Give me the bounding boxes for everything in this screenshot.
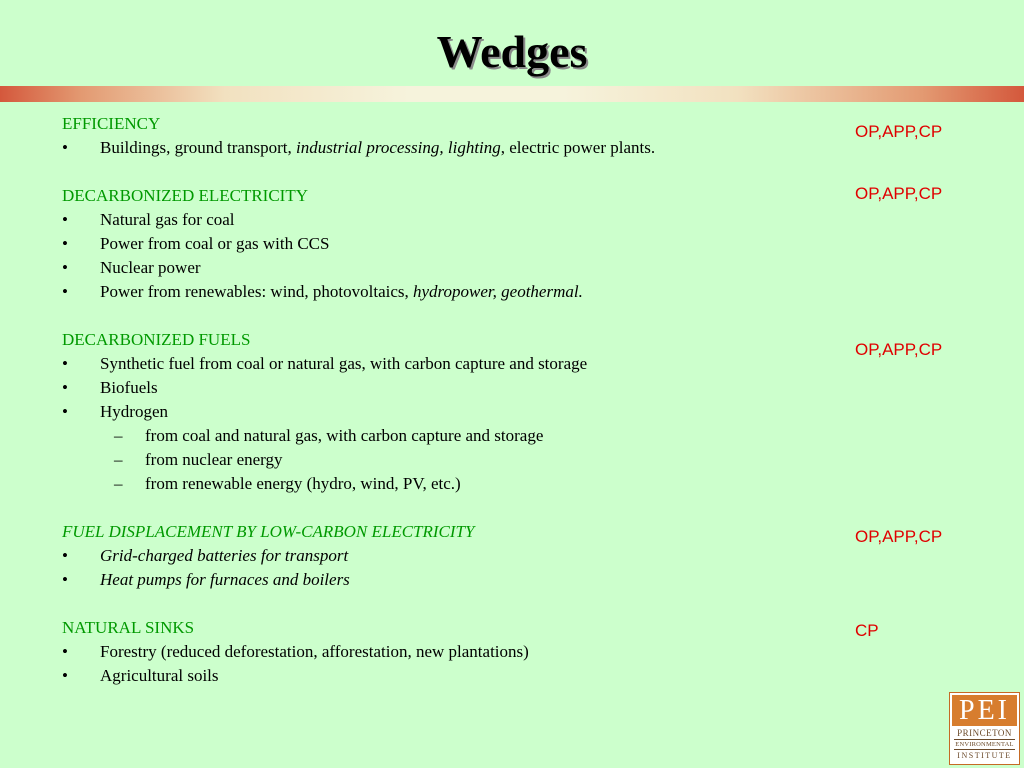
tag-natural-sinks: CP [855,621,879,640]
section-heading-natural-sinks: NATURAL SINKS [62,618,195,637]
tag-decarbonized-electricity: OP,APP,CP [855,184,943,203]
section-heading-efficiency: EFFICIENCY [62,114,161,133]
dash-glyph: – [114,426,123,445]
bullet-glyph: • [62,570,68,589]
list-item: • Forestry (reduced deforestation, afforestation, new plantations) [62,640,822,664]
list-item: • Power from coal or gas with CCS [62,232,822,256]
list-item: • Agricultural soils [62,664,822,688]
logo-line-princeton: PRINCETON [957,728,1012,738]
list-item: • Buildings, ground transport, industrial processing, lighting, electric power plants. [62,136,822,160]
bullet-glyph: • [62,210,68,229]
bullet-glyph: • [62,234,68,253]
bullet-glyph: • [62,282,68,301]
section-heading-decarbonized-fuels: DECARBONIZED FUELS [62,330,251,349]
list-item: • Grid-charged batteries for transport [62,544,822,568]
section-heading-decarbonized-electricity: DECARBONIZED ELECTRICITY [62,186,309,205]
pei-logo [949,692,1020,765]
bullet-glyph: • [62,138,68,157]
tag-fuel-displacement: OP,APP,CP [855,527,943,546]
bullet-glyph: • [62,546,68,565]
section-heading-fuel-displacement: FUEL DISPLACEMENT BY LOW-CARBON ELECTRICITY [62,522,475,541]
tag-efficiency: OP,APP,CP [855,122,943,141]
tag-decarbonized-fuels: OP,APP,CP [855,340,943,359]
list-item: • Synthetic fuel from coal or natural gas, with carbon capture and storage [62,352,822,376]
logo-line-environmental: ENVIRONMENTAL [955,741,1014,748]
sub-list-item: – from renewable energy (hydro, wind, PV, etc.) [62,472,822,496]
bullet-glyph: • [62,642,68,661]
bullet-glyph: • [62,378,68,397]
title-divider [0,86,1024,102]
logo-line-institute: INSTITUTE [957,751,1012,760]
dash-glyph: – [114,474,123,493]
bullet-glyph: • [62,354,68,373]
bullet-glyph: • [62,666,68,685]
logo-mark: PEI [952,695,1017,726]
list-item: • Natural gas for coal [62,208,822,232]
list-item: • Biofuels [62,376,822,400]
sub-list-item: – from coal and natural gas, with carbon capture and storage [62,424,822,448]
bullet-glyph: • [62,258,68,277]
list-item: • Nuclear power [62,256,822,280]
list-item: • Power from renewables: wind, photovoltaics, hydropower, geothermal. [62,280,822,304]
bullet-glyph: • [62,402,68,421]
slide-title: Wedges [436,26,588,77]
dash-glyph: – [114,450,123,469]
list-item: • Hydrogen [62,400,822,424]
sub-list-item: – from nuclear energy [62,448,822,472]
list-item: • Heat pumps for furnaces and boilers [62,568,822,592]
slide-body [62,112,822,688]
